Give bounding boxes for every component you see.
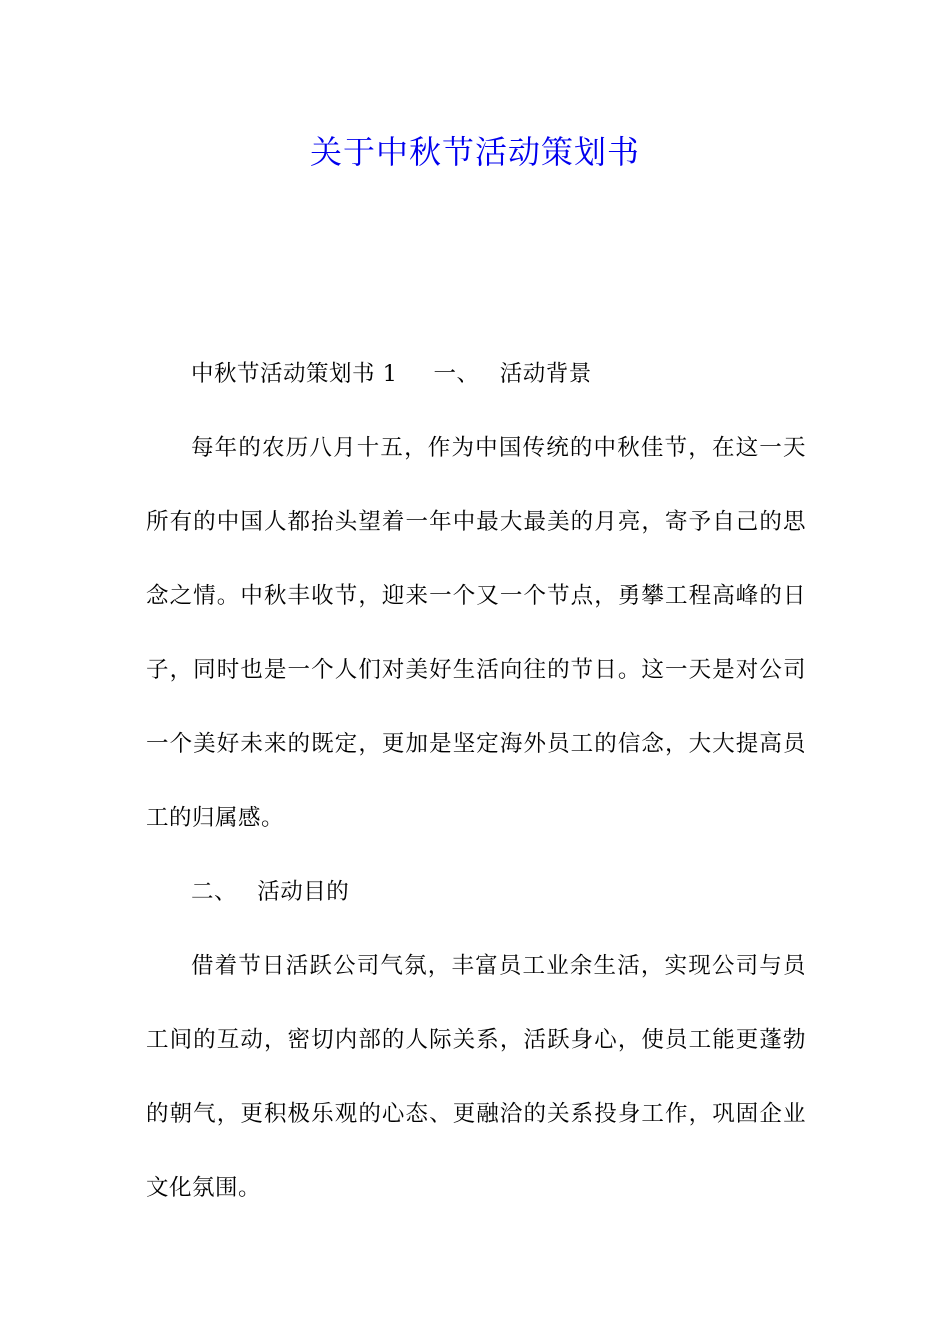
plan-name: 中秋节活动策划书 1: [191, 361, 398, 387]
paragraph-background: 每年的农历八月十五，作为中国传统的中秋佳节，在这一天所有的中国人都抬头望着一年中最大最美的月亮，寄予自己的思念之情。中秋丰收节，迎来一个又一个节点，勇攀工程高峰的日子，同时也是一个人们对美好生活向往的节日。这一天是对公司一个美好未来的既定，更加是坚定海外员工的信念，大大提高员工的归属感。: [146, 435, 806, 831]
paragraph-purpose: 借着节日活跃公司气氛，丰富员工业余生活，实现公司与员工间的互动，密切内部的人际关系，活跃身心，使员工能更蓬勃的朝气，更积极乐观的心态、更融洽的关系投身工作，巩固企业文化氛围。: [146, 953, 806, 1201]
section2-title: 活动目的: [257, 879, 350, 905]
section2-number: 二、: [191, 879, 238, 905]
document-body: [146, 337, 806, 1225]
section1-number: 一、: [433, 361, 480, 387]
heading-line: [146, 337, 806, 411]
section2-heading: [146, 855, 806, 929]
section1-title: 活动背景: [499, 361, 592, 387]
document-title: 关于中秋节活动策划书: [309, 133, 640, 171]
